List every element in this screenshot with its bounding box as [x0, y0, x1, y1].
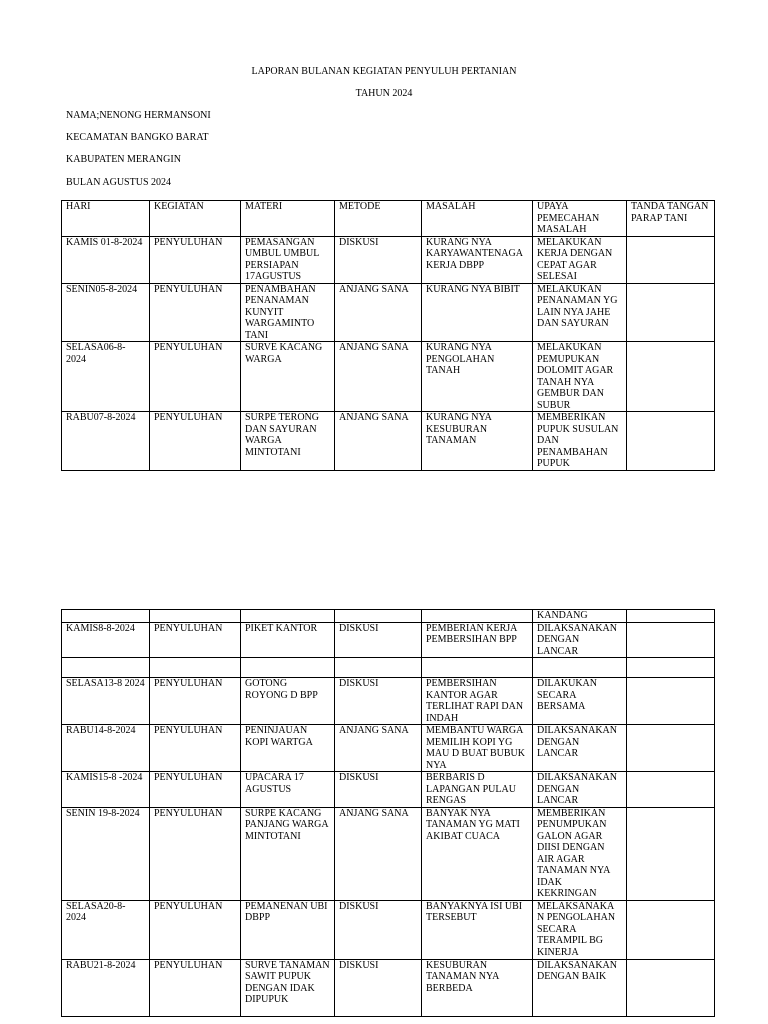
cell-materi: PEMASANGAN UMBUL UMBUL PERSIAPAN 17AGUSTUS [241, 236, 335, 283]
table-row [62, 622, 715, 658]
cell-hari: SELASA06-8-2024 [62, 342, 150, 412]
district: KECAMATAN BANGKO BARAT [66, 132, 209, 143]
cell-masalah: MEMBANTU WARGA MEMILIH KOPI YG MAU D BUAT BUBUK NYA [422, 725, 533, 772]
cell-materi: SURPE KACANG PANJANG WARGA MINTOTANI [241, 807, 335, 900]
cell-materi: SURVE KACANG WARGA [241, 342, 335, 412]
cell-metode: ANJANG SANA [335, 342, 422, 412]
cell-upaya: DILAKSANAKAN DENGAN BAIK [533, 959, 627, 1016]
cell-materi: SURPE TERONG DAN SAYURAN WARGA MINTOTANI [241, 412, 335, 471]
cell-tanda-tangan [627, 900, 715, 959]
cell-metode: DISKUSI [335, 236, 422, 283]
cell-kegiatan [150, 658, 241, 678]
cell-upaya: DILAKSANAKAN DENGAN LANCAR [533, 622, 627, 658]
officer-name: NAMA;NENONG HERMANSONI [66, 110, 211, 121]
cell-masalah: BANYAK NYA TANAMAN YG MATI AKIBAT CUACA [422, 807, 533, 900]
cell-masalah: KURANG NYA KESUBURAN TANAMAN [422, 412, 533, 471]
cell-kegiatan: PENYULUHAN [150, 622, 241, 658]
cell-tanda-tangan [627, 678, 715, 725]
cell-hari: SENIN05-8-2024 [62, 283, 150, 342]
cell-masalah: KURANG NYA PENGOLAHAN TANAH [422, 342, 533, 412]
cell-hari [62, 658, 150, 678]
cell-tanda-tangan [627, 772, 715, 808]
cell-metode: ANJANG SANA [335, 412, 422, 471]
cell-upaya: MELAKSANAKA N PENGOLAHAN SECARA TERAMPIL BG KINERJA [533, 900, 627, 959]
cell-hari: SENIN 19-8-2024 [62, 807, 150, 900]
cell-metode: DISKUSI [335, 959, 422, 1016]
report-year: TAHUN 2024 [355, 88, 413, 99]
cell-masalah: BANYAKNYA ISI UBI TERSEBUT [422, 900, 533, 959]
cell-tanda-tangan [627, 342, 715, 412]
cell-hari: SELASA20-8-2024 [62, 900, 150, 959]
cell-kegiatan [150, 610, 241, 623]
cell-upaya: KANDANG [533, 610, 627, 623]
cell-tanda-tangan [627, 622, 715, 658]
cell-masalah: BERBARIS D LAPANGAN PULAU RENGAS [422, 772, 533, 808]
cell-materi [241, 658, 335, 678]
cell-materi: PIKET KANTOR [241, 622, 335, 658]
table-row [62, 283, 715, 342]
header-kegiatan: KEGIATAN [150, 201, 241, 237]
cell-tanda-tangan [627, 412, 715, 471]
cell-kegiatan: PENYULUHAN [150, 283, 241, 342]
cell-masalah: PEMBERIAN KERJA PEMBERSIHAN BPP [422, 622, 533, 658]
cell-metode: ANJANG SANA [335, 283, 422, 342]
table-row [62, 412, 715, 471]
cell-masalah [422, 610, 533, 623]
cell-masalah: PEMBERSIHAN KANTOR AGAR TERLIHAT RAPI DAN INDAH [422, 678, 533, 725]
cell-materi: PENAMBAHAN PENANAMAN KUNYIT WARGAMINTO TANI [241, 283, 335, 342]
regency: KABUPATEN MERANGIN [66, 154, 181, 165]
cell-hari: RABU14-8-2024 [62, 725, 150, 772]
cell-kegiatan: PENYULUHAN [150, 678, 241, 725]
table-header-row [62, 201, 715, 237]
cell-tanda-tangan [627, 807, 715, 900]
cell-masalah: KURANG NYA KARYAWANTENAGA KERJA DBPP [422, 236, 533, 283]
table-row [62, 900, 715, 959]
cell-hari: KAMIS15-8 -2024 [62, 772, 150, 808]
cell-materi: PENINJAUAN KOPI WARTGA [241, 725, 335, 772]
cell-materi: GOTONG ROYONG D BPP [241, 678, 335, 725]
cell-upaya: MEMBERIKAN PENUMPUKAN GALON AGAR DIISI DENGAN AIR AGAR TANAMAN NYA IDAK KEKRINGAN [533, 807, 627, 900]
cell-upaya: MELAKUKAN PENANAMAN YG LAIN NYA JAHE DAN SAYURAN [533, 283, 627, 342]
cell-metode: DISKUSI [335, 772, 422, 808]
cell-kegiatan: PENYULUHAN [150, 959, 241, 1016]
cell-upaya: MEMBERIKAN PUPUK SUSULAN DAN PENAMBAHAN PUPUK [533, 412, 627, 471]
table-row [62, 959, 715, 1016]
cell-masalah [422, 658, 533, 678]
cell-tanda-tangan [627, 959, 715, 1016]
cell-metode: DISKUSI [335, 678, 422, 725]
cell-hari: RABU07-8-2024 [62, 412, 150, 471]
table-row [62, 772, 715, 808]
cell-materi [241, 610, 335, 623]
cell-hari [62, 610, 150, 623]
cell-kegiatan: PENYULUHAN [150, 412, 241, 471]
table-row [62, 610, 715, 623]
header-tanda-tangan: TANDA TANGAN PARAP TANI [627, 201, 715, 237]
cell-kegiatan: PENYULUHAN [150, 236, 241, 283]
cell-kegiatan: PENYULUHAN [150, 807, 241, 900]
cell-hari: KAMIS8-8-2024 [62, 622, 150, 658]
cell-hari: RABU21-8-2024 [62, 959, 150, 1016]
table-row [62, 807, 715, 900]
table-row [62, 725, 715, 772]
table-row [62, 236, 715, 283]
cell-masalah: KURANG NYA BIBIT [422, 283, 533, 342]
cell-kegiatan: PENYULUHAN [150, 772, 241, 808]
cell-metode [335, 610, 422, 623]
cell-kegiatan: PENYULUHAN [150, 342, 241, 412]
header-materi: MATERI [241, 201, 335, 237]
cell-hari: SELASA13-8 2024 [62, 678, 150, 725]
header-upaya: UPAYA PEMECAHAN MASALAH [533, 201, 627, 237]
cell-upaya: MELAKUKAN KERJA DENGAN CEPAT AGAR SELESAI [533, 236, 627, 283]
cell-upaya: DILAKUKAN SECARA BERSAMA [533, 678, 627, 725]
cell-masalah: KESUBURAN TANAMAN NYA BERBEDA [422, 959, 533, 1016]
cell-upaya: DILAKSANAKAN DENGAN LANCAR [533, 772, 627, 808]
cell-tanda-tangan [627, 725, 715, 772]
cell-tanda-tangan [627, 283, 715, 342]
cell-tanda-tangan [627, 236, 715, 283]
cell-upaya: MELAKUKAN PEMUPUKAN DOLOMIT AGAR TANAH NYA GEMBUR DAN SUBUR [533, 342, 627, 412]
cell-kegiatan: PENYULUHAN [150, 725, 241, 772]
activity-table-2 [61, 609, 715, 1017]
cell-materi: UPACARA 17 AGUSTUS [241, 772, 335, 808]
cell-upaya: DILAKSANAKAN DENGAN LANCAR [533, 725, 627, 772]
cell-kegiatan: PENYULUHAN [150, 900, 241, 959]
cell-metode: ANJANG SANA [335, 807, 422, 900]
cell-tanda-tangan [627, 610, 715, 623]
cell-materi: PEMANENAN UBI DBPP [241, 900, 335, 959]
table-row [62, 678, 715, 725]
cell-metode: DISKUSI [335, 622, 422, 658]
report-month: BULAN AGUSTUS 2024 [66, 177, 172, 188]
cell-metode: DISKUSI [335, 900, 422, 959]
table-row [62, 658, 715, 678]
table-row [62, 342, 715, 412]
cell-metode: ANJANG SANA [335, 725, 422, 772]
report-title: LAPORAN BULANAN KEGIATAN PENYULUH PERTANIAN [251, 66, 517, 77]
header-hari: HARI [62, 201, 150, 237]
header-masalah: MASALAH [422, 201, 533, 237]
cell-tanda-tangan [627, 658, 715, 678]
cell-upaya [533, 658, 627, 678]
cell-hari: KAMIS 01-8-2024 [62, 236, 150, 283]
cell-metode [335, 658, 422, 678]
header-metode: METODE [335, 201, 422, 237]
cell-materi: SURVE TANAMAN SAWIT PUPUK DENGAN IDAK DIPUPUK [241, 959, 335, 1016]
activity-table-1 [61, 200, 715, 471]
